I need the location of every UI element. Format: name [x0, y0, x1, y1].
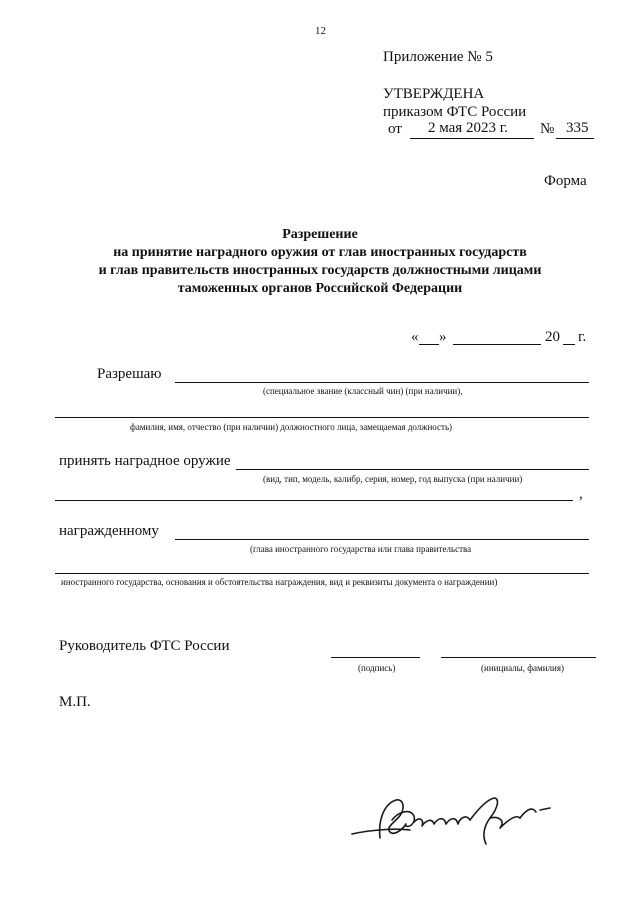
appendix-label: Приложение № 5 [383, 49, 493, 65]
head-hint: (глава иностранного государства или глава правительства [250, 544, 472, 554]
signature-hint: (подпись) [358, 663, 396, 673]
weapon-hint: (вид, тип, модель, калибр, серия, номер, год выпуска (при наличии) [263, 474, 523, 484]
from-label: от [388, 121, 402, 137]
state-hint: иностранного государства, основания и обстоятельства награждения, вид и реквизиты документа о награждении) [61, 577, 498, 587]
rank-field-line[interactable] [175, 382, 589, 383]
date-month-blank[interactable] [453, 344, 541, 345]
initials-line[interactable] [441, 657, 596, 658]
order-label: приказом ФТС России [383, 104, 527, 120]
initials-hint: (инициалы, фамилия) [481, 663, 564, 673]
stamp-label: М.П. [59, 694, 91, 710]
accept-label: принять наградное оружие [59, 453, 231, 469]
title-line-2: на принятие наградного оружия от глав иностранных государств [113, 245, 527, 260]
approved-label: УТВЕРЖДЕНА [383, 86, 485, 102]
order-number: 335 [566, 120, 589, 136]
handwritten-signature [340, 790, 570, 850]
head-field-line[interactable] [175, 539, 589, 540]
date-year-suffix: г. [578, 329, 587, 345]
page-number: 12 [315, 25, 326, 37]
signature-line[interactable] [331, 657, 420, 658]
permit-label: Разрешаю [97, 366, 162, 382]
weapon-field-line[interactable] [236, 469, 589, 470]
weapon-field-line-2[interactable] [55, 500, 573, 501]
order-date: 2 мая 2023 г. [428, 120, 508, 136]
name-field-line[interactable] [55, 417, 589, 418]
weapon-comma: , [579, 486, 583, 502]
head-signatory-label: Руководитель ФТС России [59, 638, 230, 654]
date-year-blank[interactable] [563, 344, 575, 345]
title-line-1: Разрешение [282, 227, 358, 242]
title-line-3: и глав правительств иностранных государств должностными лицами [98, 263, 542, 278]
date-year-prefix: 20 [545, 329, 560, 345]
date-close-quote: » [439, 329, 447, 345]
date-day-blank[interactable] [419, 344, 439, 345]
date-open-quote: « [411, 329, 419, 345]
awarded-label: награжденному [59, 523, 159, 539]
title-line-4: таможенных органов Российской Федерации [177, 281, 463, 296]
number-label: № [540, 121, 555, 137]
form-label: Форма [544, 173, 587, 189]
rank-hint: (специальное звание (классный чин) (при наличии), [263, 386, 463, 396]
document-title [60, 226, 580, 298]
state-field-line[interactable] [55, 573, 589, 574]
name-hint: фамилия, имя, отчество (при наличии) должностного лица, замещаемая должность) [130, 422, 453, 432]
order-number-underline [556, 138, 594, 139]
order-date-underline [410, 138, 534, 139]
